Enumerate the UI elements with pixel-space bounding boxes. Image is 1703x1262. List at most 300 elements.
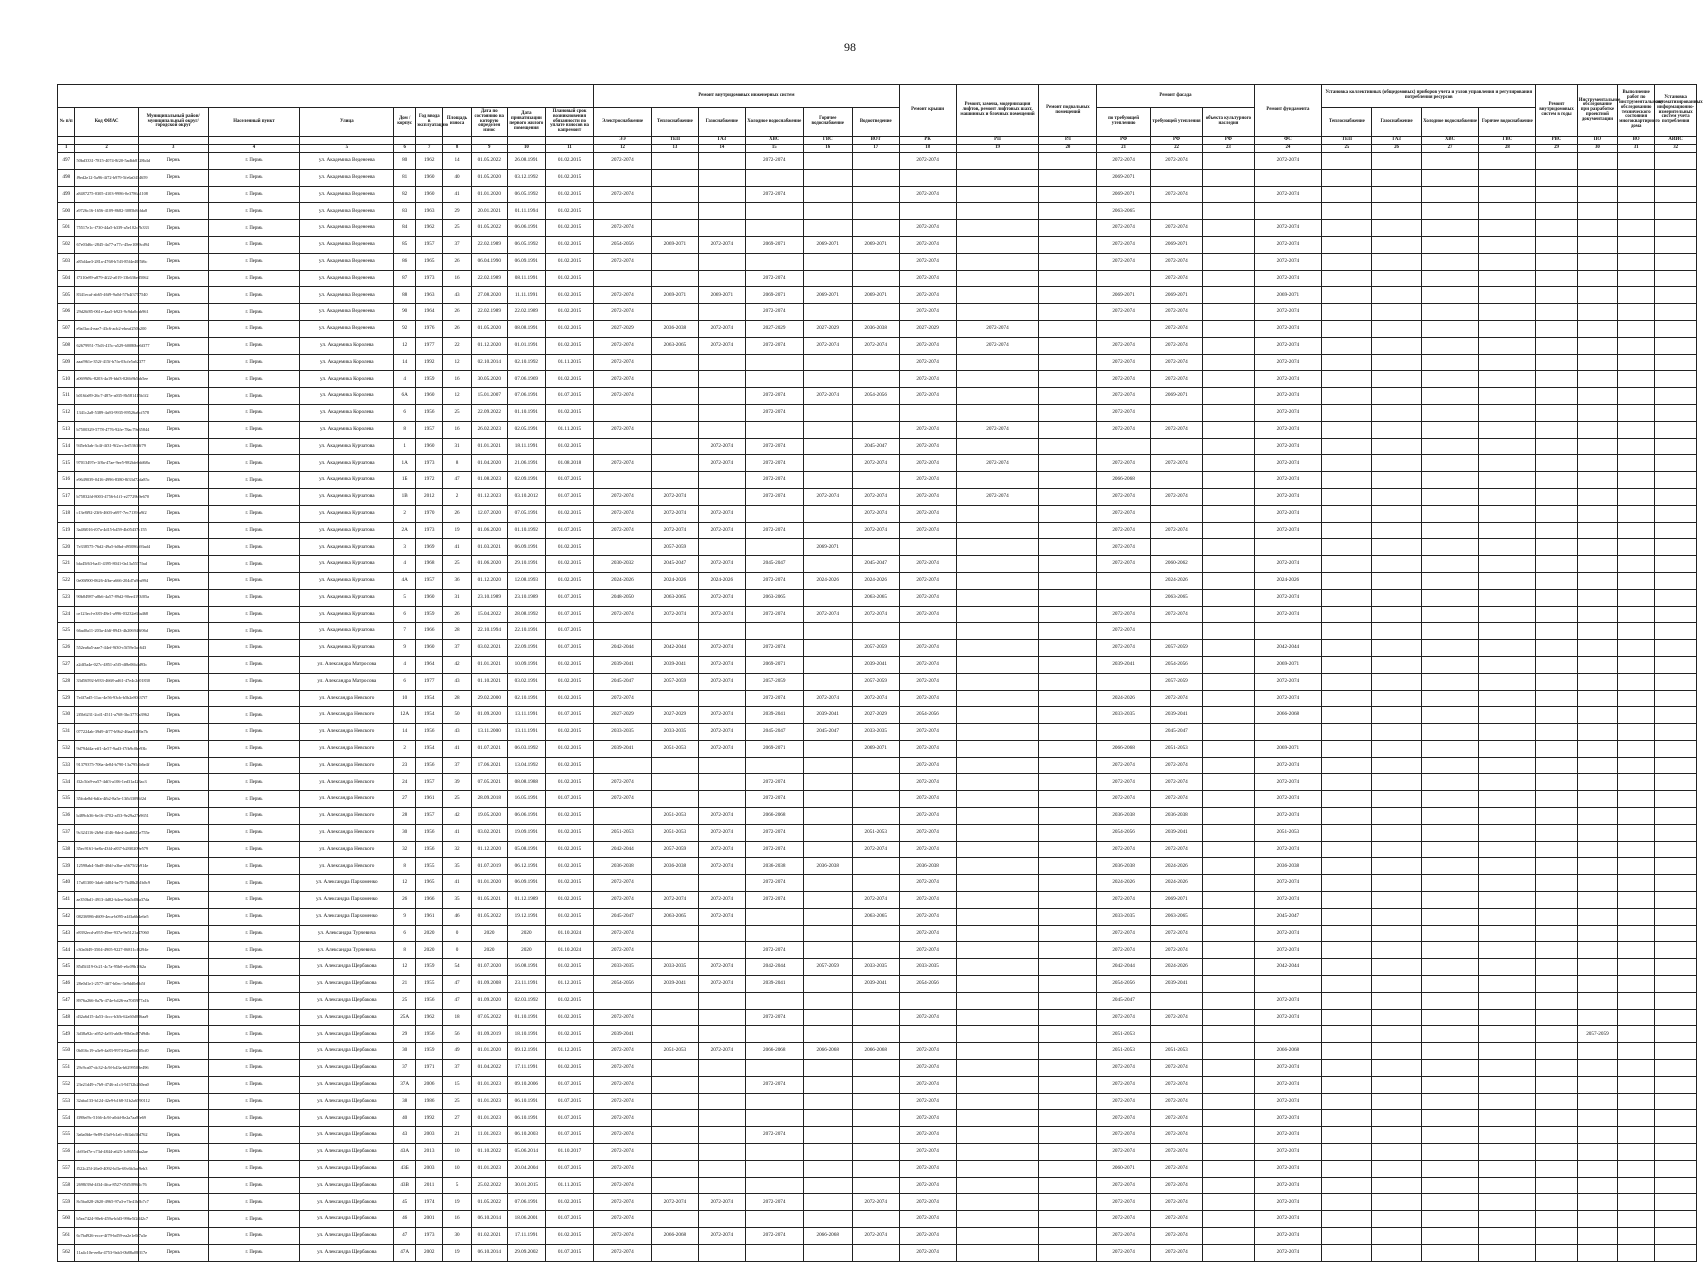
heritage-years	[1203, 421, 1254, 438]
meter-cold-water-years	[1421, 371, 1479, 388]
sewer-years: 2063-2065	[852, 908, 899, 925]
gas-years: 2069-2071	[698, 287, 745, 304]
meter-cold-water-years	[1421, 841, 1479, 858]
meter-cold-water-years	[1421, 1160, 1479, 1177]
inspection-years	[1618, 808, 1655, 825]
header-number: 22	[1150, 145, 1202, 153]
meter-hot-water-years	[1479, 472, 1536, 489]
wear-percent: 16	[443, 421, 471, 438]
sewer-years: 2033-2035	[852, 724, 899, 741]
meter-heat-years	[1322, 505, 1372, 522]
contribution-date: 01.11.2015	[545, 1177, 593, 1194]
heritage-years	[1203, 1144, 1254, 1161]
basement-years	[956, 236, 1039, 253]
basement-years	[956, 472, 1039, 489]
heritage-years	[1203, 220, 1254, 237]
street: ул. Академика Веденеева	[300, 236, 394, 253]
repair-years	[1536, 371, 1577, 388]
page-number: 98	[844, 40, 856, 54]
heritage-years	[1203, 153, 1254, 170]
header-number: 17	[852, 145, 899, 153]
roof-years: 2072-2074	[899, 1060, 956, 1077]
fias-code: cb93ef7e-c73d-4844-a625-1c86554aa2ae	[75, 1144, 138, 1161]
meter-heat-years	[1322, 320, 1372, 337]
survey-years	[1577, 270, 1617, 287]
municipality: Пермь	[138, 1060, 208, 1077]
electric-years: 2072-2074	[594, 220, 652, 237]
repair-years	[1536, 186, 1577, 203]
settlement: г. Пермь	[208, 774, 300, 791]
settlement: г. Пермь	[208, 472, 300, 489]
municipality: Пермь	[138, 556, 208, 573]
sewer-years	[852, 791, 899, 808]
meter-heat-years	[1322, 942, 1372, 959]
aiis-years	[1655, 153, 1697, 170]
house-number: 10	[394, 690, 416, 707]
heat-years: 2045-2047	[651, 556, 698, 573]
year-built: 1973	[416, 522, 443, 539]
meter-gas-years	[1372, 421, 1421, 438]
facade-years: 2072-2074	[1097, 892, 1151, 909]
house-number: 45	[394, 1194, 416, 1211]
fias-code: 2698f39d-4f34-4fca-8527-05f5f8962c76	[75, 1177, 138, 1194]
year-built: 2003	[416, 1160, 443, 1177]
facade-insulation-years: 2072-2074	[1150, 455, 1202, 472]
facade-insulation-years: 2072-2074	[1150, 421, 1202, 438]
meter-heat-years	[1322, 656, 1372, 673]
meter-hot-water-years	[1479, 1026, 1536, 1043]
lift-years	[1039, 589, 1097, 606]
municipality: Пермь	[138, 673, 208, 690]
sewer-years	[852, 858, 899, 875]
row-number: 550	[58, 1043, 75, 1060]
contribution-date: 01.02.2015	[545, 220, 593, 237]
privatization-date: 17.11.1991	[507, 1060, 545, 1077]
repair-years	[1536, 488, 1577, 505]
fias-code: 1341c2a8-5389-4a93-9935-89526a6cf578	[75, 404, 138, 421]
row-number: 533	[58, 757, 75, 774]
meter-hot-water-years	[1479, 203, 1536, 220]
privatization-date: 21.06.1991	[507, 455, 545, 472]
house-number: 27	[394, 791, 416, 808]
repair-years	[1536, 169, 1577, 186]
wear-date: 19.05.2020	[471, 808, 507, 825]
lift-years	[1039, 774, 1097, 791]
facade-insulation-years: 2045-2047	[1150, 724, 1202, 741]
row-number: 516	[58, 472, 75, 489]
municipality: Пермь	[138, 824, 208, 841]
meter-cold-water-years	[1421, 1093, 1479, 1110]
row-number: 552	[58, 1076, 75, 1093]
municipality: Пермь	[138, 1244, 208, 1261]
heritage-years	[1203, 992, 1254, 1009]
meter-cold-water-years	[1421, 1043, 1479, 1060]
foundation-years: 2072-2074	[1254, 1093, 1322, 1110]
aiis-years	[1655, 623, 1697, 640]
repair-years	[1536, 1127, 1577, 1144]
foundation-years: 2072-2074	[1254, 606, 1322, 623]
header-number: 23	[1203, 145, 1254, 153]
row-number: 530	[58, 707, 75, 724]
hot-water-years	[803, 757, 852, 774]
row-number: 506	[58, 304, 75, 321]
heritage-years	[1203, 976, 1254, 993]
row-number: 544	[58, 942, 75, 959]
wear-percent: 26	[443, 320, 471, 337]
meter-hot-water-years	[1479, 976, 1536, 993]
cold-water-years	[745, 908, 803, 925]
table-row	[58, 808, 1697, 825]
sewer-years: 2072-2074	[852, 522, 899, 539]
inspection-years	[1618, 1060, 1655, 1077]
basement-years	[956, 371, 1039, 388]
inspection-years	[1618, 976, 1655, 993]
foundation-years: 2072-2074	[1254, 1076, 1322, 1093]
survey-years	[1577, 236, 1617, 253]
row-number: 509	[58, 354, 75, 371]
privatization-date: 06.05.1992	[507, 186, 545, 203]
roof-years: 2072-2074	[899, 556, 956, 573]
aiis-years	[1655, 724, 1697, 741]
municipality: Пермь	[138, 1228, 208, 1245]
sewer-years: 2069-2071	[852, 236, 899, 253]
repair-years	[1536, 1093, 1577, 1110]
header-code-row	[58, 137, 1697, 145]
lift-years	[1039, 707, 1097, 724]
municipality: Пермь	[138, 690, 208, 707]
survey-years	[1577, 1127, 1617, 1144]
meter-cold-water-years	[1421, 488, 1479, 505]
cold-water-years	[745, 992, 803, 1009]
contribution-date: 01.02.2015	[545, 203, 593, 220]
wear-date: 03.02.2021	[471, 640, 507, 657]
electric-years	[594, 472, 652, 489]
header-code: РФ	[1203, 137, 1254, 145]
facade-years: 2072-2074	[1097, 925, 1151, 942]
year-built: 2003	[416, 1127, 443, 1144]
meter-heat-years	[1322, 992, 1372, 1009]
privatization-date: 18.11.1991	[507, 438, 545, 455]
house-number: 1В	[394, 488, 416, 505]
roof-years: 2072-2074	[899, 1228, 956, 1245]
header-code: РК	[899, 137, 956, 145]
contribution-date: 01.10.2017	[545, 1144, 593, 1161]
row-number: 549	[58, 1026, 75, 1043]
municipality: Пермь	[138, 236, 208, 253]
gas-years: 2072-2074	[698, 841, 745, 858]
meter-cold-water-years	[1421, 270, 1479, 287]
facade-insulation-years: 2051-2053	[1150, 740, 1202, 757]
survey-years	[1577, 304, 1617, 321]
hot-water-years	[803, 253, 852, 270]
survey-years	[1577, 220, 1617, 237]
street: ул. Академика Королева	[300, 404, 394, 421]
basement-years	[956, 1026, 1039, 1043]
facade-insulation-years: 2024-2026	[1150, 858, 1202, 875]
header-col: Горячее водоснабжение	[1479, 108, 1536, 137]
municipality: Пермь	[138, 438, 208, 455]
hot-water-years: 2072-2074	[803, 388, 852, 405]
aiis-years	[1655, 388, 1697, 405]
house-number: 2А	[394, 522, 416, 539]
table-row	[58, 942, 1697, 959]
roof-years: 2072-2074	[899, 572, 956, 589]
basement-years	[956, 1127, 1039, 1144]
meter-heat-years	[1322, 220, 1372, 237]
municipality: Пермь	[138, 791, 208, 808]
settlement: г. Пермь	[208, 925, 300, 942]
privatization-date: 02.03.1992	[507, 992, 545, 1009]
settlement: г. Пермь	[208, 388, 300, 405]
survey-years	[1577, 724, 1617, 741]
survey-years	[1577, 892, 1617, 909]
gas-years: 2072-2074	[698, 455, 745, 472]
facade-years: 2072-2074	[1097, 791, 1151, 808]
facade-years	[1097, 673, 1151, 690]
survey-years	[1577, 556, 1617, 573]
wear-date: 01.10.2022	[471, 1144, 507, 1161]
header-code	[300, 137, 394, 145]
roof-years: 2072-2074	[899, 942, 956, 959]
year-built: 1956	[416, 824, 443, 841]
facade-years	[1097, 572, 1151, 589]
survey-years	[1577, 757, 1617, 774]
house-number: 6А	[394, 388, 416, 405]
foundation-years: 2072-2074	[1254, 690, 1322, 707]
aiis-years	[1655, 186, 1697, 203]
repair-years	[1536, 808, 1577, 825]
municipality: Пермь	[138, 539, 208, 556]
basement-years	[956, 572, 1039, 589]
fias-code: 66ad0a11-203a-4fdf-8943-4b206949f06d	[75, 623, 138, 640]
gas-years	[698, 388, 745, 405]
heat-years	[651, 455, 698, 472]
meter-cold-water-years	[1421, 976, 1479, 993]
meter-heat-years	[1322, 488, 1372, 505]
heritage-years	[1203, 1160, 1254, 1177]
facade-years: 2024-2026	[1097, 690, 1151, 707]
table-row	[58, 320, 1697, 337]
year-built: 1965	[416, 875, 443, 892]
privatization-date: 03.02.1991	[507, 673, 545, 690]
gas-years	[698, 1026, 745, 1043]
settlement: г. Пермь	[208, 320, 300, 337]
heritage-years	[1203, 472, 1254, 489]
facade-insulation-years: 2072-2074	[1150, 1177, 1202, 1194]
gas-years: 2072-2074	[698, 673, 745, 690]
fias-code: c30a0f49-3504-4905-9227-06811cf5294e	[75, 942, 138, 959]
survey-years	[1577, 623, 1617, 640]
sewer-years	[852, 1244, 899, 1261]
privatization-date: 29.09.2002	[507, 1244, 545, 1261]
privatization-date: 03.10.2012	[507, 488, 545, 505]
municipality: Пермь	[138, 320, 208, 337]
wear-percent: 16	[443, 1211, 471, 1228]
header-group-repair-years: Ремонт внутридомовых систем в годы	[1536, 85, 1577, 137]
sewer-years: 2066-2068	[852, 1043, 899, 1060]
inspection-years	[1618, 774, 1655, 791]
heritage-years	[1203, 623, 1254, 640]
heritage-years	[1203, 1110, 1254, 1127]
hot-water-years: 2072-2074	[803, 337, 852, 354]
settlement: г. Пермь	[208, 169, 300, 186]
facade-years: 2072-2074	[1097, 1127, 1151, 1144]
meter-cold-water-years	[1421, 1127, 1479, 1144]
cold-water-years	[745, 1160, 803, 1177]
survey-years	[1577, 589, 1617, 606]
foundation-years: 2072-2074	[1254, 337, 1322, 354]
contribution-date: 01.02.2015	[545, 992, 593, 1009]
wear-date: 06.10.2014	[471, 1211, 507, 1228]
meter-heat-years	[1322, 186, 1372, 203]
survey-years	[1577, 959, 1617, 976]
gas-years	[698, 690, 745, 707]
house-number: 28	[394, 808, 416, 825]
inspection-years	[1618, 791, 1655, 808]
meter-cold-water-years	[1421, 1244, 1479, 1261]
privatization-date: 2020	[507, 942, 545, 959]
facade-years: 2054-2056	[1097, 976, 1151, 993]
lift-years	[1039, 942, 1097, 959]
meter-gas-years	[1372, 1194, 1421, 1211]
row-number: 560	[58, 1211, 75, 1228]
house-number: 25	[394, 992, 416, 1009]
wear-date: 22.09.2022	[471, 404, 507, 421]
meter-hot-water-years	[1479, 253, 1536, 270]
repair-years	[1536, 1144, 1577, 1161]
municipality: Пермь	[138, 724, 208, 741]
meter-cold-water-years	[1421, 153, 1479, 170]
aiis-years	[1655, 656, 1697, 673]
meter-gas-years	[1372, 959, 1421, 976]
roof-years: 2072-2074	[899, 740, 956, 757]
municipality: Пермь	[138, 656, 208, 673]
heat-years	[651, 690, 698, 707]
electric-years	[594, 270, 652, 287]
sewer-years	[852, 169, 899, 186]
electric-years: 2072-2074	[594, 1194, 652, 1211]
year-built: 2013	[416, 1144, 443, 1161]
header-col: Газоснабжение	[698, 108, 745, 137]
repair-years	[1536, 824, 1577, 841]
house-number: 88	[394, 287, 416, 304]
foundation-years: 2051-2053	[1254, 824, 1322, 841]
heritage-years	[1203, 539, 1254, 556]
foundation-years: 2072-2074	[1254, 925, 1322, 942]
cold-water-years	[745, 220, 803, 237]
repair-years	[1536, 841, 1577, 858]
facade-insulation-years	[1150, 203, 1202, 220]
municipality: Пермь	[138, 1177, 208, 1194]
electric-years	[594, 203, 652, 220]
wear-percent: 25	[443, 1093, 471, 1110]
sewer-years	[852, 1093, 899, 1110]
meter-hot-water-years	[1479, 270, 1536, 287]
lift-years	[1039, 505, 1097, 522]
meter-hot-water-years	[1479, 153, 1536, 170]
electric-years: 2072-2074	[594, 1228, 652, 1245]
wear-date: 01.09.2019	[471, 1026, 507, 1043]
inspection-years	[1618, 455, 1655, 472]
table-row	[58, 236, 1697, 253]
lift-years	[1039, 808, 1097, 825]
privatization-date: 06.09.1991	[507, 875, 545, 892]
fias-code: 23e21d49-c7b9-4746-a1c3-947f2b260ea0	[75, 1076, 138, 1093]
electric-years: 2024-2026	[594, 572, 652, 589]
inspection-years	[1618, 1127, 1655, 1144]
cold-water-years: 2069-2071	[745, 740, 803, 757]
fias-code: a8487275-0305-4103-9986-0e3786a1108	[75, 186, 138, 203]
house-number: 7	[394, 623, 416, 640]
house-number: 43В	[394, 1177, 416, 1194]
year-built: 2001	[416, 1211, 443, 1228]
repair-years	[1536, 606, 1577, 623]
sewer-years	[852, 472, 899, 489]
register-scan	[57, 84, 1703, 1256]
header-col: Теплоснабжение	[1322, 108, 1372, 137]
meter-gas-years	[1372, 1127, 1421, 1144]
gas-years	[698, 1110, 745, 1127]
row-number: 535	[58, 791, 75, 808]
facade-insulation-years: 2072-2074	[1150, 606, 1202, 623]
house-number: 12А	[394, 707, 416, 724]
cold-water-years: 2072-2074	[745, 270, 803, 287]
aiis-years	[1655, 707, 1697, 724]
survey-years	[1577, 606, 1617, 623]
inspection-years	[1618, 438, 1655, 455]
table-row	[58, 1076, 1697, 1093]
street: ул. Академика Веденеева	[300, 304, 394, 321]
meter-gas-years	[1372, 992, 1421, 1009]
heritage-years	[1203, 707, 1254, 724]
row-number: 542	[58, 908, 75, 925]
roof-years: 2072-2074	[899, 153, 956, 170]
gas-years	[698, 1144, 745, 1161]
repair-years	[1536, 875, 1577, 892]
meter-gas-years	[1372, 1144, 1421, 1161]
fias-code: 29d26f85-061e-4aa5-b923-9c9da0cab961	[75, 304, 138, 321]
inspection-years	[1618, 169, 1655, 186]
foundation-years: 2072-2074	[1254, 1228, 1322, 1245]
sewer-years: 2072-2074	[852, 606, 899, 623]
header-col: Дата по состоянию на которую определен износ	[471, 108, 507, 137]
municipality: Пермь	[138, 808, 208, 825]
aiis-years	[1655, 808, 1697, 825]
facade-insulation-years: 2072-2074	[1150, 1160, 1202, 1177]
row-number: 529	[58, 690, 75, 707]
header-col: Улица	[300, 108, 394, 137]
basement-years	[956, 1144, 1039, 1161]
street: ул. Александра Щербакова	[300, 1194, 394, 1211]
facade-insulation-years: 2072-2074	[1150, 1228, 1202, 1245]
privatization-date: 12.08.1993	[507, 572, 545, 589]
facade-years: 2072-2074	[1097, 488, 1151, 505]
cold-water-years	[745, 623, 803, 640]
municipality: Пермь	[138, 505, 208, 522]
meter-heat-years	[1322, 841, 1372, 858]
fias-code: 17a81300-3da6-4d84-be75-7b48b2b1b0c9	[75, 875, 138, 892]
lift-years	[1039, 1177, 1097, 1194]
foundation-years: 2072-2074	[1254, 186, 1322, 203]
cold-water-years: 2072-2074	[745, 640, 803, 657]
aiis-years	[1655, 371, 1697, 388]
contribution-date: 01.02.2015	[545, 371, 593, 388]
header-number: 13	[651, 145, 698, 153]
privatization-date: 06.06.1991	[507, 808, 545, 825]
survey-years	[1577, 404, 1617, 421]
foundation-years	[1254, 203, 1322, 220]
wear-date: 03.02.2021	[471, 824, 507, 841]
